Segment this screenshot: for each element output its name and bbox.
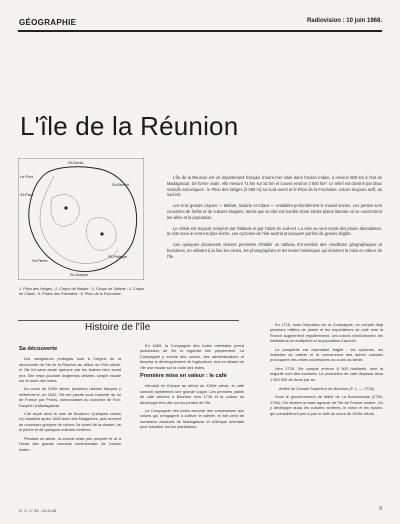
intro-paragraph: L'île de la Réunion est un département français d'outre-mer situé dans l'océan Indien, à environ 800 km à l'est de Madagascar. De forme ovale, elle mesure 71 km sur 52 km et couvre environ 2 500 km². Le relief est dominé par deux massifs volcaniques : le Piton des Neiges (3 069 m) au nord-ouest et le Piton de la Fournaise, volcan toujours actif, au sud-est.	[167, 175, 382, 198]
intro-paragraph: Les trois grands cirques — Mafate, Salazie et Cilaos — entaillent profondément le massif ancien. Les pentes sont couvertes de forêts et de cultures étagées, tandis que la côte est bordée d'une étroite plaine littorale où se concentrent les villes et la population.	[167, 203, 382, 220]
history-heading: Histoire de l'île	[85, 322, 151, 333]
body-paragraph: Vers 1735, l'île compte environ 8 000 habitants, dont la majorité sont des esclaves. La production de café dépasse alors 1 000 000 de livres par an.	[270, 365, 383, 382]
peak-1	[64, 206, 67, 209]
history-column-1	[19, 347, 121, 455]
body-paragraph: La Compagnie des Indes accorde des concessions aux colons qui s'engagent à cultiver le caféier, et fait venir de nombreux esclaves de Madagascar et d'Afrique orientale pour travailler sur les plantations.	[140, 408, 244, 430]
header-rule	[18, 30, 382, 32]
body-paragraph: Les navigateurs portugais sont à l'origine de la découverte de l'île de la Réunion au début du XVIe siècle, et l'île fut sans doute aperçue par les Arabes bien avant eux. Elle resta pourtant longtemps déserte, simple escale sur la route des Indes.	[19, 356, 121, 384]
peak-6	[100, 232, 103, 235]
map-label-le-port: Le Port	[20, 174, 33, 179]
body-paragraph: La prospérité est cependant fragile : les cyclones, les maladies du caféier et la concurrence des autres colonies provoquent des crises successives au cours du siècle.	[270, 346, 383, 363]
body-paragraph: Introduit en Europe au début du XVIIIe siècle, le café connaît rapidement une grande vogue. Les premiers plants de café arrivent à Bourbon vers 1715 et la culture se développe très vite sur les pentes de l'île.	[140, 383, 244, 405]
map-label-st-denis: St-Denis	[68, 160, 84, 165]
body-paragraph: En 1715, sous l'impulsion de la Compagnie, on compte déjà plusieurs milliers de plants et les exportations de café vers la France augmentent régulièrement. Les colons s'enrichissent, les habitations se multiplient et la population s'accroît.	[270, 322, 383, 344]
broadcast-date: Radiovision : 10 juin 1968.	[306, 18, 382, 24]
history-column-2	[140, 343, 244, 433]
section-label: GÉOGRAPHIE	[19, 18, 77, 27]
page-title: L'île de la Réunion	[20, 111, 239, 141]
map-label-st-joseph: St-Joseph	[70, 272, 89, 277]
subheading-discovery: Sa découverte	[19, 346, 58, 352]
map-label-st-paul: St-Paul	[20, 192, 34, 197]
history-column-3	[270, 322, 383, 419]
intro-paragraph: Le climat est tropical, tempéré par l'altitude et par l'alizé du sud-est. La côte au vent reçoit des pluies abondantes, la côte sous le vent est plus sèche. Les cyclones de l'été austral provoquent parfois de graves dégâts.	[167, 225, 382, 237]
road-line	[40, 176, 118, 264]
island-map	[18, 158, 144, 280]
body-paragraph: Au cours du XVIIe siècle, plusieurs navires français y relâchent et, en 1642, l'île est placée sous l'autorité du roi de France par Pronis, commandant du comptoir de Fort-Dauphin à Madagascar.	[19, 386, 121, 408]
quote-reference: Arrêté du Conseil Supérieur de Bourbon (F. L. — 1725)	[279, 386, 374, 392]
body-paragraph: L'île reçoit alors le nom de Bourbon. Quelques colons s'y installent après 1663 avec des Malgaches, puis arrivent de nouveaux groupes de colons. Ils vivent de la chasse, de la pêche et de quelques cultures vivrières.	[19, 411, 121, 433]
body-paragraph: Pendant un siècle, la colonie reste peu peuplée et vit à l'écart des grands courants commerciaux de l'océan Indien.	[19, 435, 121, 452]
map-caption: 1. Piton des Neiges ; 2. Cirque de Mafate ; 3. Cirque de Salazie ; 4. Cirque de Cilaos ; 5. Plaine des Palmistes ; 6. Piton de la Fournaise.	[19, 287, 145, 296]
massif-line	[51, 195, 79, 227]
page-number: 9	[379, 506, 382, 512]
map-label-st-pierre: St-Pierre	[32, 258, 48, 263]
intro-text	[167, 175, 382, 265]
subheading-coffee: Première mise en valeur : le café	[140, 373, 227, 380]
footer-reference: D. C. n° 35 - 24-5-68.	[19, 508, 58, 513]
map-label-st-benoit: St-Benoît	[112, 182, 129, 187]
body-paragraph: Sous le gouvernement de Mahé de La Bourdonnais (1735-1746), l'île devient la base agricole de l'île de France voisine. On y développe aussi les cultures vivrières, le coton et les épices, qui compléteront peu à peu le café au cours du XVIIIe siècle.	[270, 394, 383, 416]
history-rule	[18, 320, 239, 321]
map-label-st-philippe: St-Philippe	[108, 254, 128, 259]
intro-paragraph: Ces quelques documents doivent permettre d'établir un tableau d'ensemble des conditions géographiques et humaines, en utilisant à la fois les cartes, les photographies et les textes historiques qui éclairent la mise en valeur de l'île.	[167, 242, 382, 259]
body-paragraph: En 1665, la Compagnie des Indes orientales prend possession de l'île et organise son peuplement. La Compagnie y envoie des colons, des administrateurs et favorise le développement de l'agriculture, tout en faisant de l'île une escale sur la route des Indes.	[140, 343, 244, 370]
